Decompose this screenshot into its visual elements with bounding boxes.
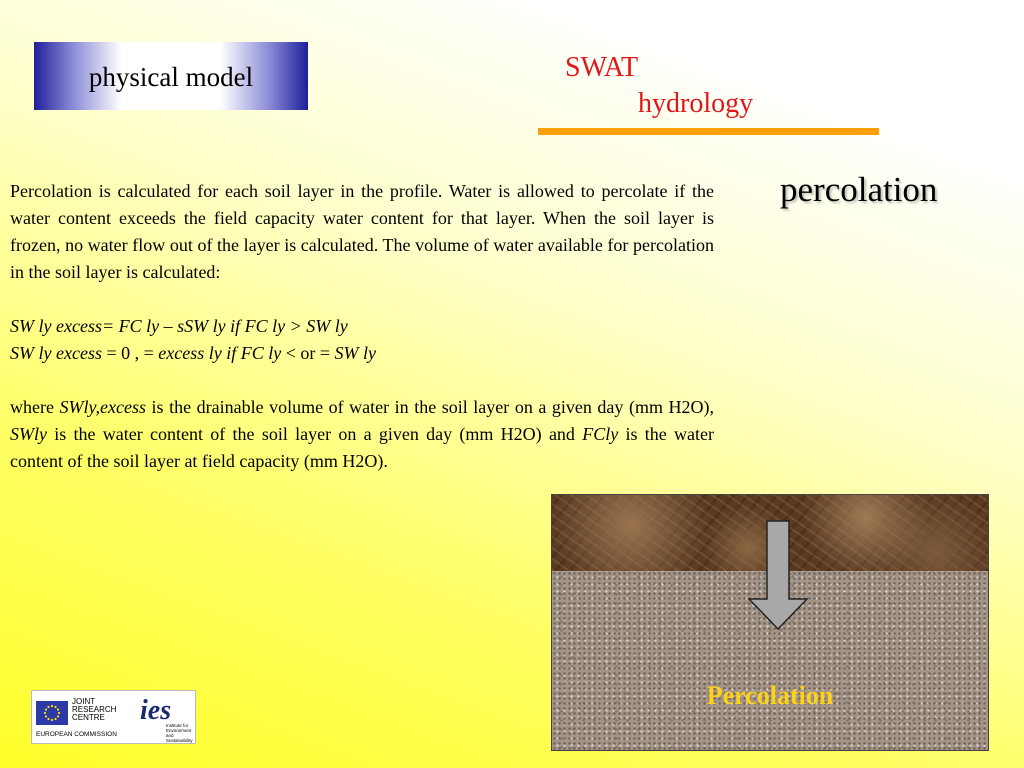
equation-2-term-a: SW ly excess [10,343,102,363]
jrc-line-1: JOINT [72,697,96,706]
where-paragraph [10,394,714,475]
body-text [10,178,714,475]
equation-2-term-b: = 0 , = [101,343,159,363]
where-text-2: is the drainable volume of water in the soil layer on a given day (mm H2O), [145,397,714,417]
percolation-figure [551,494,989,751]
ies-line-3: Sustainability [166,738,193,743]
where-text-4: is the water content of the soil layer at field capacity (mm H2O). [10,424,714,471]
where-var-1: SWly,excess [59,397,146,417]
orange-divider [538,128,879,135]
down-arrow-icon [745,519,811,631]
jrc-line-2: RESEARCH [72,705,117,714]
ies-logo-icon [138,693,194,723]
ies-line-2: Environment and [166,728,192,738]
eu-flag-icon [36,701,68,725]
where-text-3: is the water content of the soil layer on a given day (mm H2O) and [46,424,583,444]
ies-mark: ies [140,695,172,723]
model-title-box [34,42,308,110]
where-var-2: SWly [10,424,47,444]
logo-strip [31,690,196,744]
equation-2-term-c: excess ly if FC ly [158,343,282,363]
model-title: physical model [88,62,254,92]
ec-logo-text: EUROPEAN COMMISSION [36,731,117,738]
jrc-logo-text [72,698,116,722]
equation-2 [10,340,714,367]
section-title: percolation [780,170,938,209]
where-var-3: FCly [582,424,619,444]
jrc-line-3: CENTRE [72,713,105,722]
equation-1 [10,313,714,340]
equation-2-term-e: SW ly [334,343,376,363]
where-text-1: where [10,397,60,417]
ies-line-1: Institute for [166,723,189,728]
swat-label: SWAT [565,52,639,83]
equation-2-term-d: < or = [281,343,335,363]
intro-paragraph: Percolation is calculated for each soil layer in the profile. Water is allowed to percolate if the water content exceeds the field capacity water content for that layer. When the soil layer is frozen, no water flow out of the layer is calculated. The volume of water available for percolation in the soil layer is calculated: [10,181,714,282]
equation-1-text: SW ly excess= FC ly – sSW ly if FC ly > SW ly [10,316,348,336]
hydrology-label: hydrology [638,88,754,119]
percolation-label: Percolation [706,681,834,710]
ies-logo-text [166,723,195,743]
